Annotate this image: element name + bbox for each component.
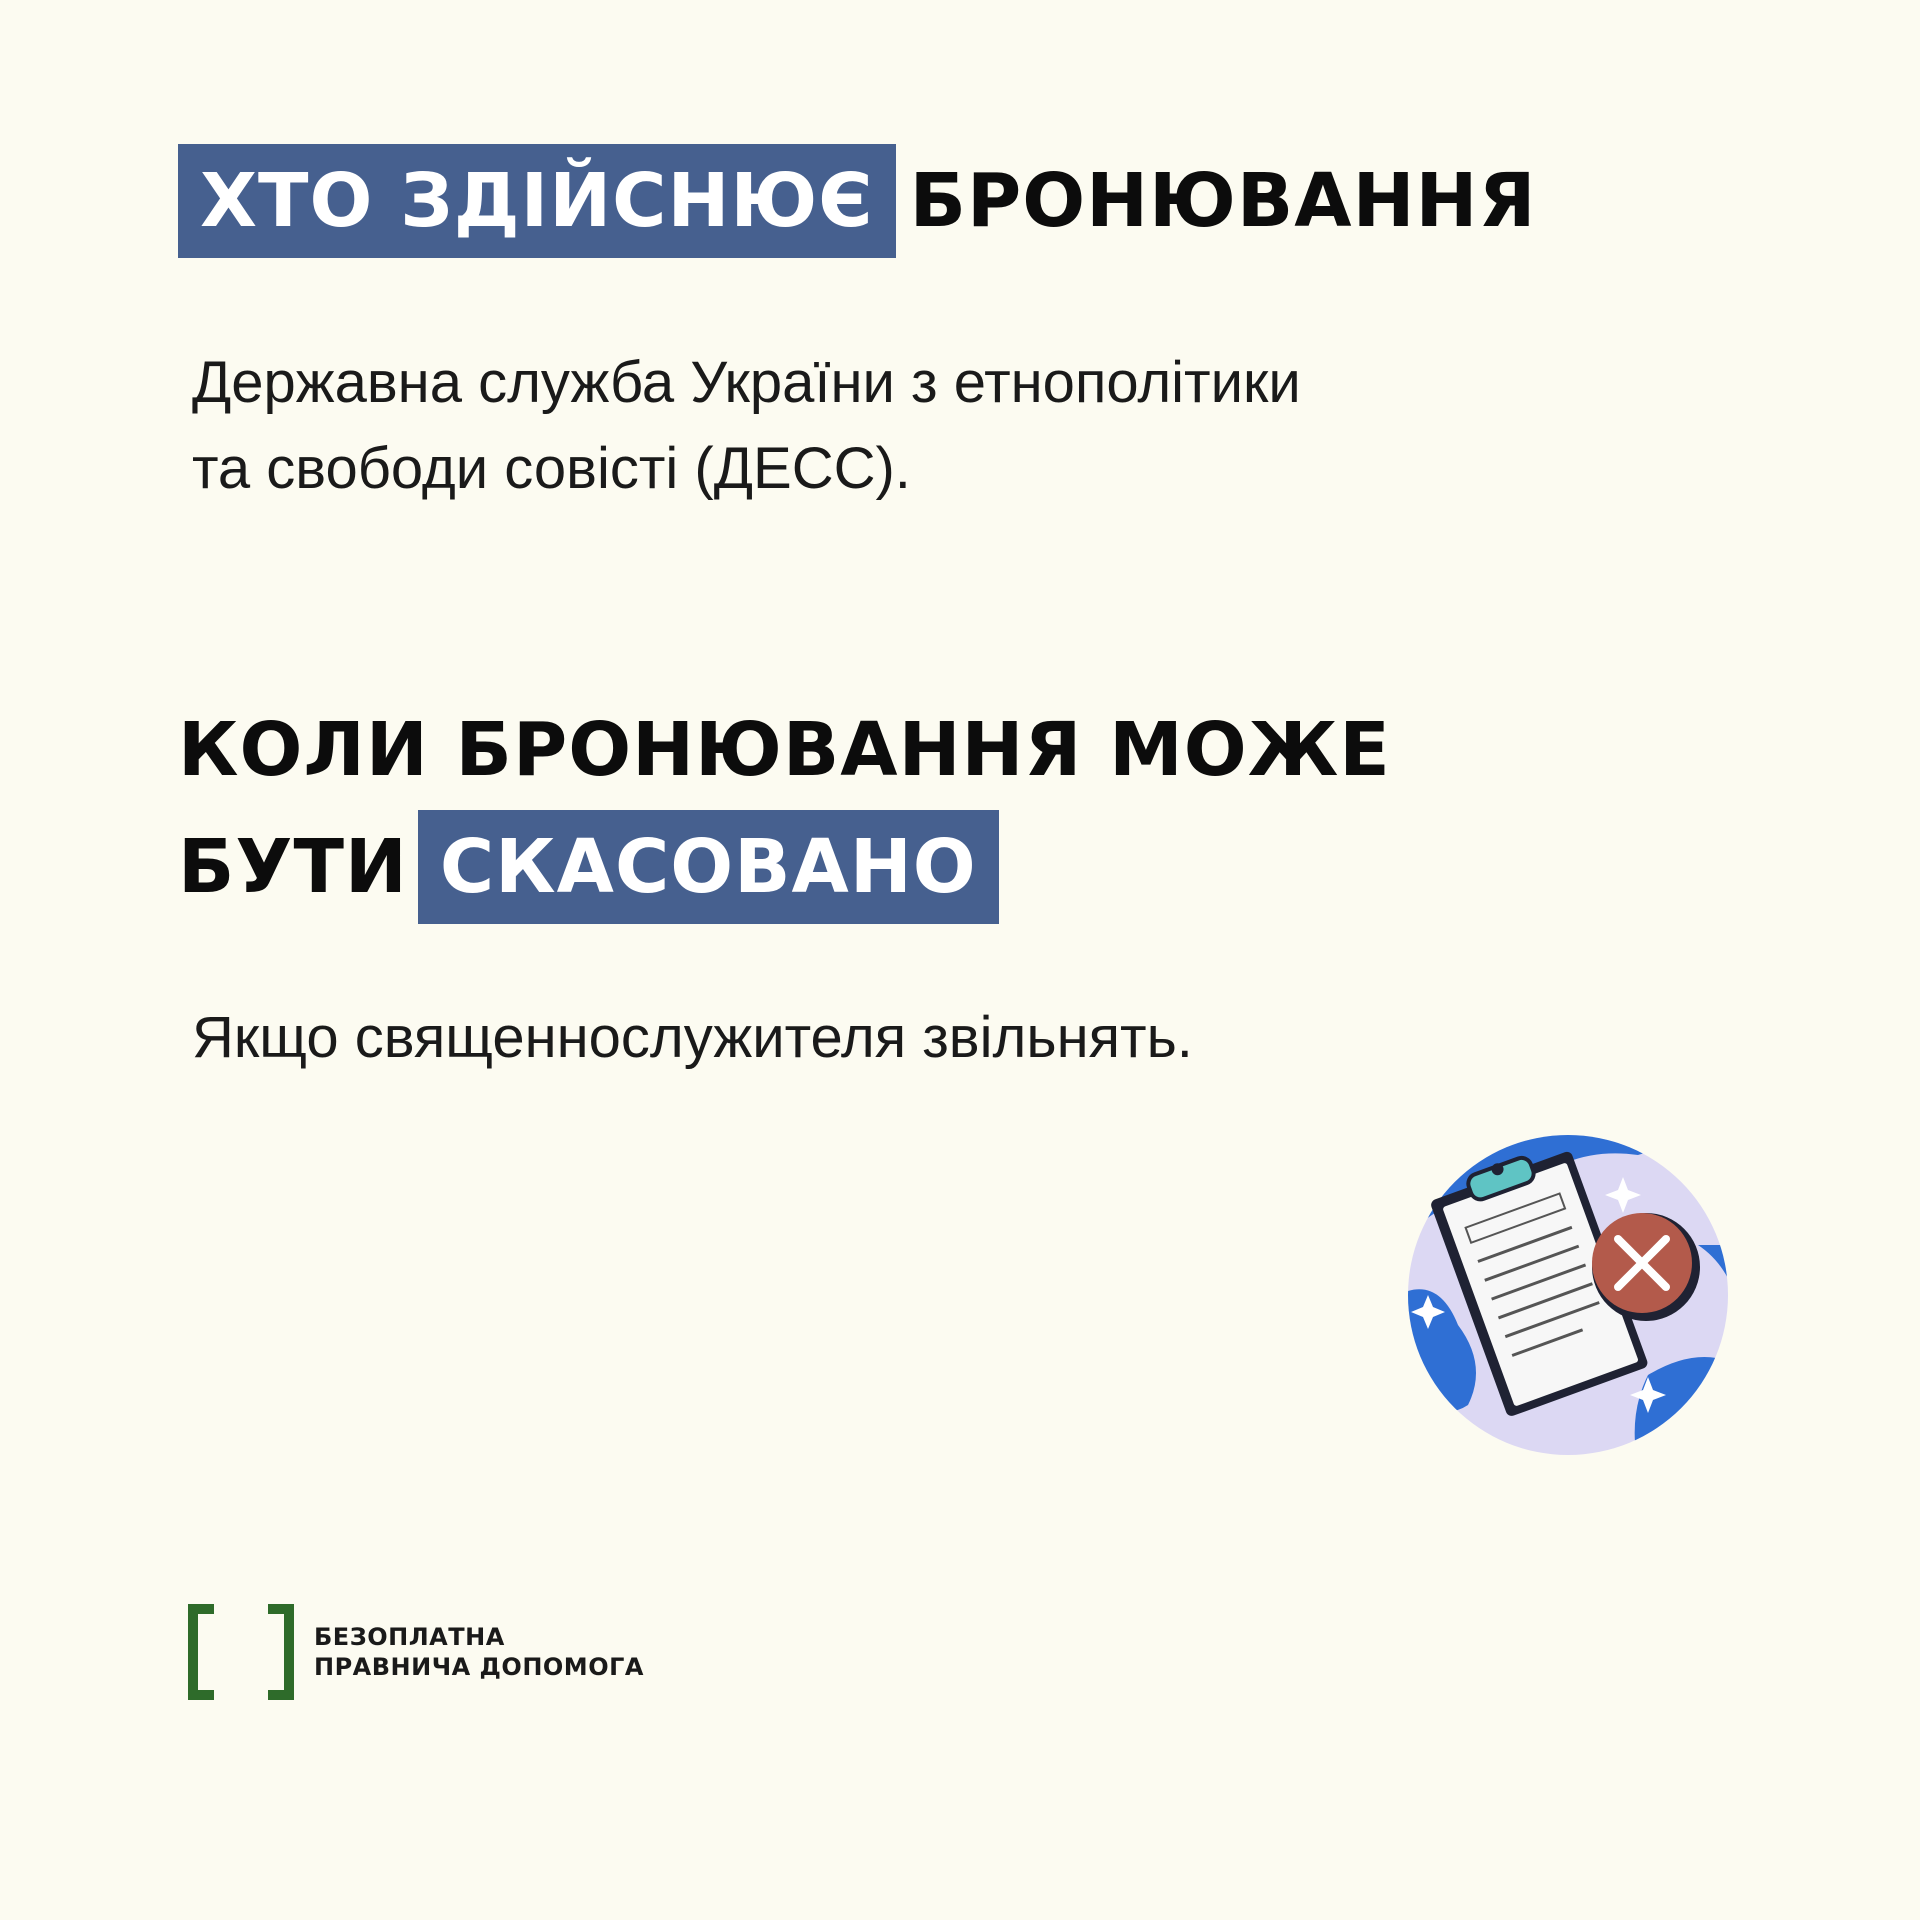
who-books-text (192, 340, 1301, 512)
heading-highlight: СКАСОВАНО (418, 810, 999, 924)
heading-highlight: ХТО ЗДІЙСНЮЄ (178, 144, 896, 258)
bracket-logo-icon (188, 1604, 294, 1700)
heading-who-books (178, 144, 1536, 258)
heading-line-2 (178, 810, 1391, 920)
heading-plain: БУТИ (178, 824, 408, 910)
heading-rest: БРОНЮВАННЯ (909, 158, 1537, 244)
logo-line: БЕЗОПЛАТНА (314, 1623, 505, 1651)
body-line: та свободи совісті (ДЕСС). (192, 436, 911, 501)
cancelled-document-icon (1398, 1125, 1738, 1465)
when-cancelled-text: Якщо священнослужителя звільнять. (192, 1005, 1193, 1070)
heading-when-cancelled (178, 700, 1391, 920)
heading-line: КОЛИ БРОНЮВАННЯ МОЖЕ (178, 707, 1391, 793)
logo-text (314, 1622, 644, 1682)
free-legal-aid-logo (188, 1604, 688, 1700)
logo-line: ПРАВНИЧА ДОПОМОГА (314, 1653, 644, 1681)
body-line: Державна служба України з етнополітики (192, 350, 1301, 415)
